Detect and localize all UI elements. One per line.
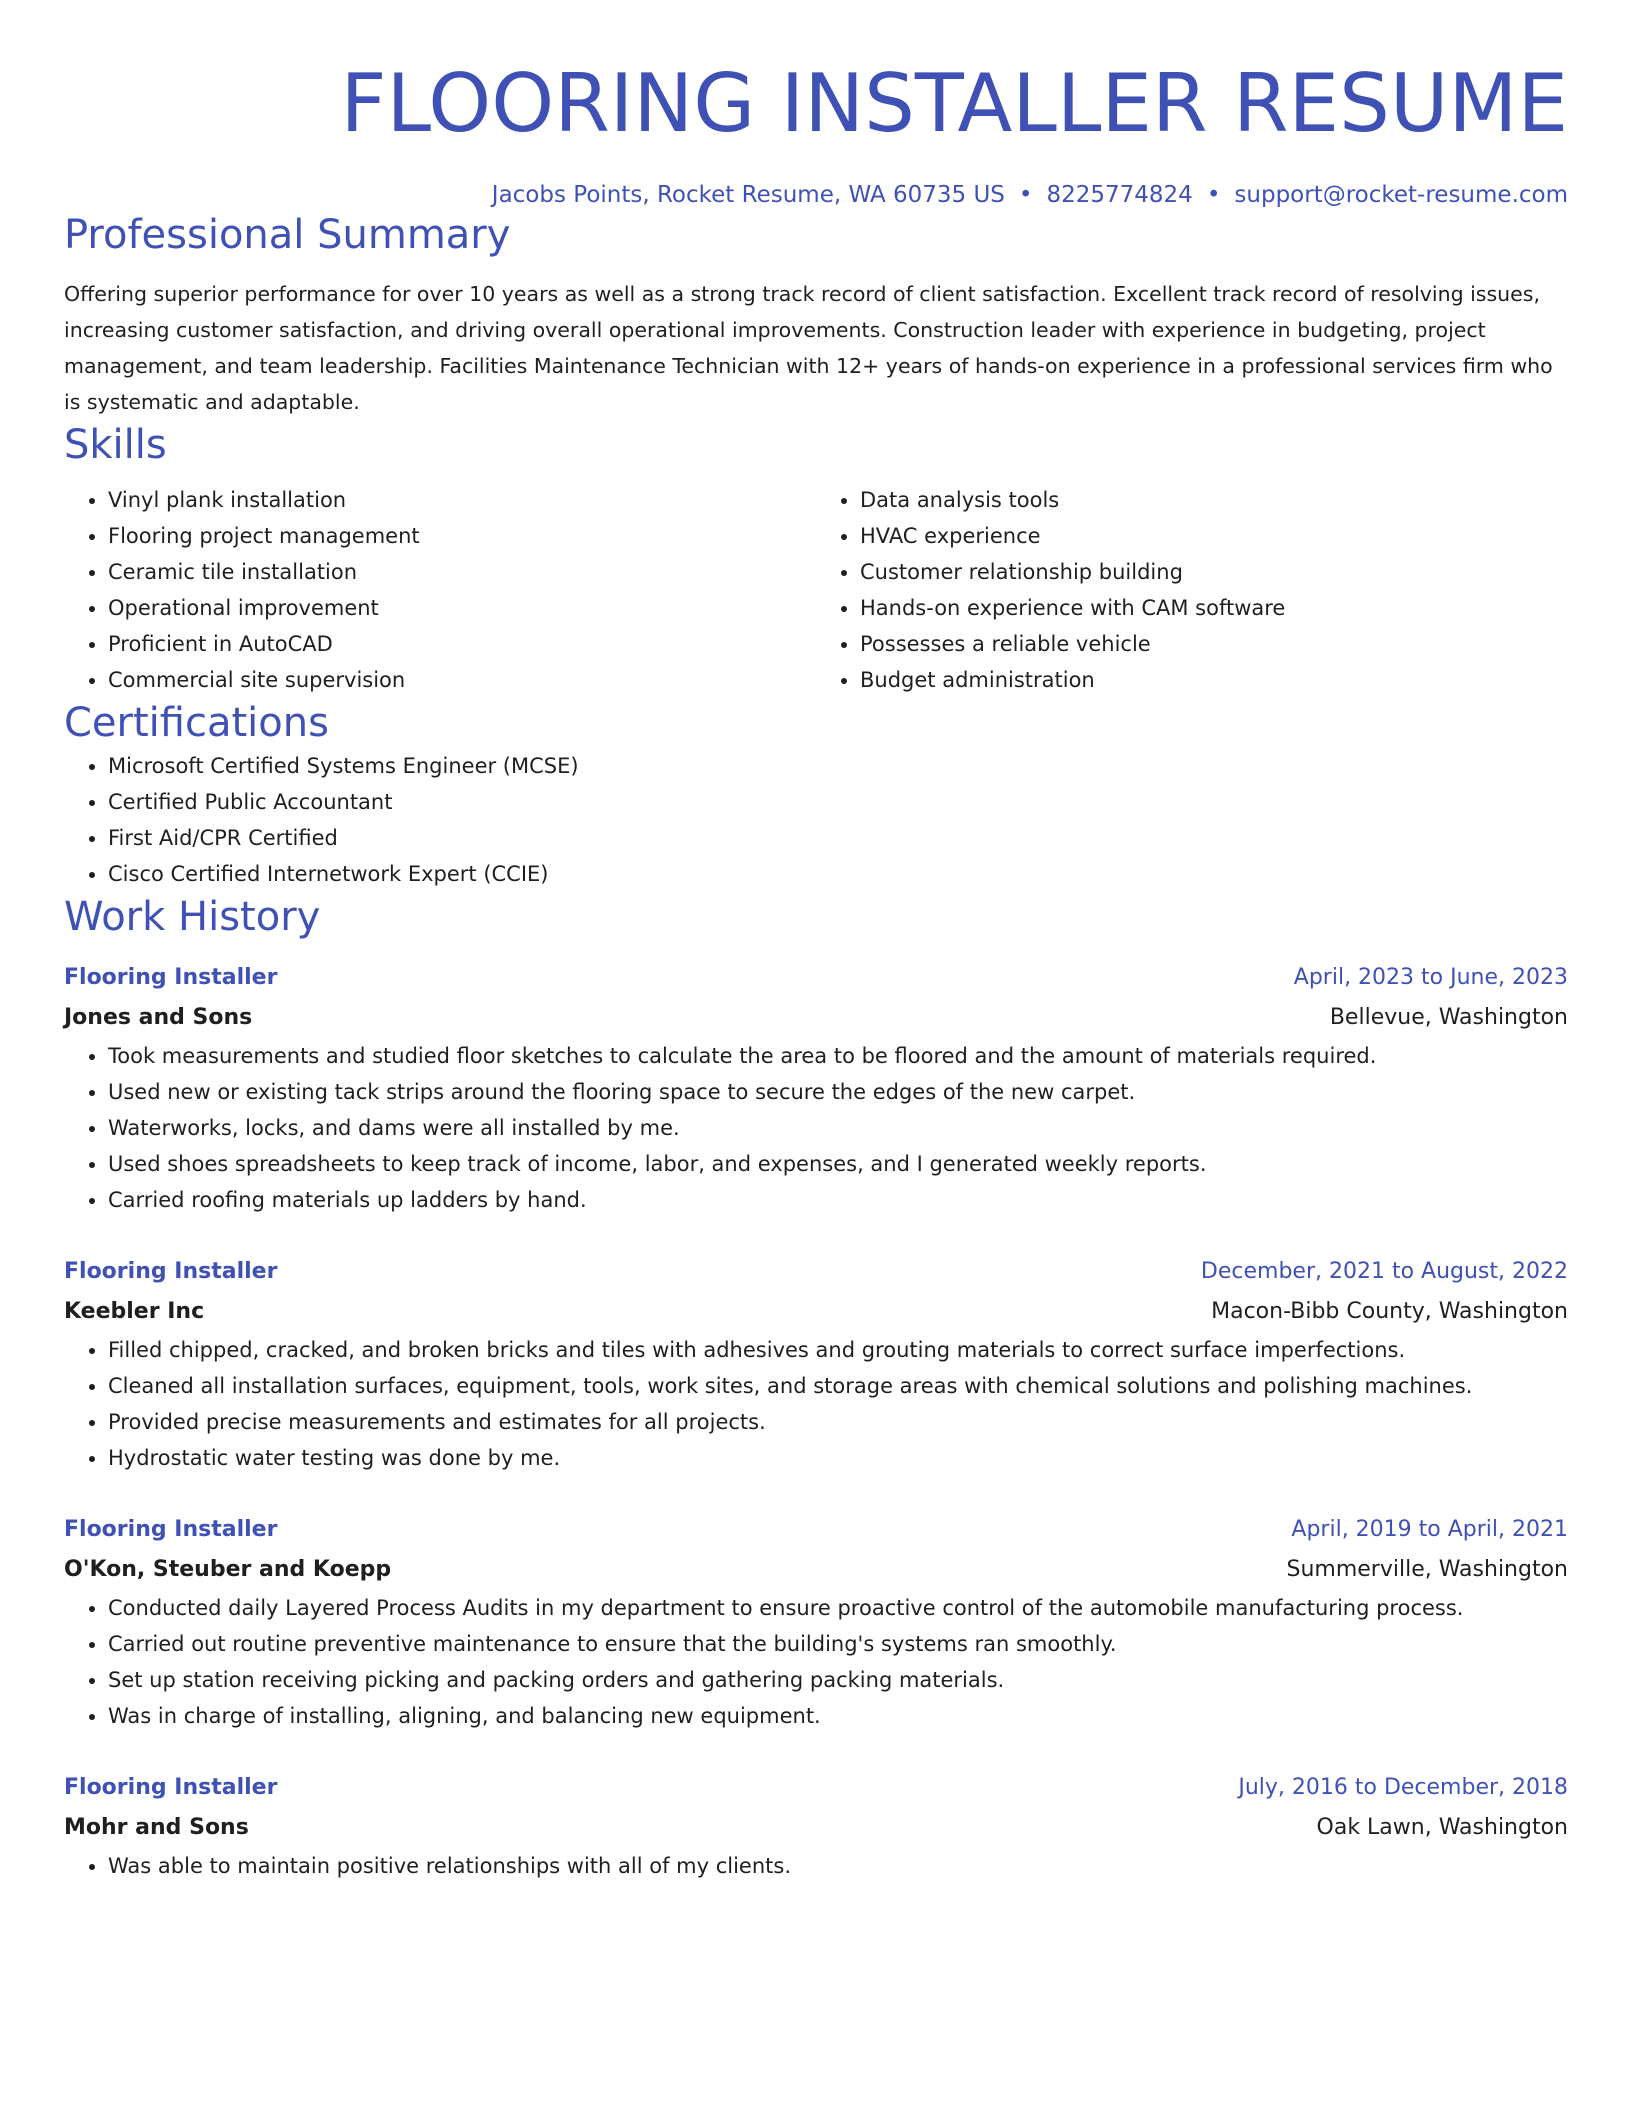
job-dates: April, 2023 to June, 2023 [1293,965,1568,990]
job-duty: • Filled chipped, cracked, and broken bricks and tiles with adhesives and grouting materials to correct surface imperfections. [108,1332,1568,1368]
certifications-list [64,748,1568,892]
job-location: Macon-Bibb County, Washington [1211,1299,1568,1324]
job-duty: • Set up station receiving picking and packing orders and gathering packing materials. [108,1662,1568,1698]
job-duty: • Hydrostatic water testing was done by me. [108,1440,1568,1476]
skills-heading: Skills [64,422,167,468]
skills-list-right [816,482,1568,698]
job-company-row [64,998,1568,1038]
skill-item: • Possesses a reliable vehicle [860,626,1568,662]
skill-item: • Budget administration [860,662,1568,698]
skill-item: • HVAC experience [860,518,1568,554]
job-duty: • Conducted daily Layered Process Audits in my department to ensure proactive control of the automobile manufacturing process. [108,1590,1568,1626]
job-duty: • Carried out routine preventive maintenance to ensure that the building's systems ran smoothly. [108,1626,1568,1662]
job-company: O'Kon, Steuber and Koepp [64,1557,392,1582]
job-duty: • Was able to maintain positive relationships with all of my clients. [108,1848,1568,1884]
job-company: Keebler Inc [64,1299,205,1324]
job-title: Flooring Installer [64,1517,278,1542]
contact-separator: • [1206,182,1221,208]
job-duties-list [64,1332,1568,1476]
job-duty: • Used shoes spreadsheets to keep track of income, labor, and expenses, and I generated weekly reports. [108,1146,1568,1182]
job-location: Summerville, Washington [1286,1557,1568,1582]
certification-item: • Certified Public Accountant [108,784,1568,820]
job-company-row [64,1808,1568,1848]
skills-grid [64,482,1568,698]
work-history-heading: Work History [64,894,321,940]
job-company-row [64,1550,1568,1590]
job-duty: • Provided precise measurements and estimates for all projects. [108,1404,1568,1440]
job-duty: • Carried roofing materials up ladders by hand. [108,1182,1568,1218]
skill-item: • Vinyl plank installation [108,482,816,518]
job-duties-list [64,1590,1568,1734]
job-duty: • Took measurements and studied floor sketches to calculate the area to be floored and the amount of materials required. [108,1038,1568,1074]
contact-separator: • [1018,182,1033,208]
job-header-row [64,1768,1568,1808]
job-dates: July, 2016 to December, 2018 [1238,1775,1568,1800]
contact-address: Jacobs Points, Rocket Resume, WA 60735 US [491,182,1005,208]
job-title: Flooring Installer [64,965,278,990]
job-title: Flooring Installer [64,1259,278,1284]
skill-item: • Commercial site supervision [108,662,816,698]
job-company: Jones and Sons [64,1005,253,1030]
job-duties-list [64,1848,1568,1884]
skill-item: • Customer relationship building [860,554,1568,590]
contact-email: support@rocket-resume.com [1234,182,1568,208]
job-dates: April, 2019 to April, 2021 [1291,1517,1568,1542]
job-header-row [64,1252,1568,1292]
job-location: Oak Lawn, Washington [1316,1815,1568,1840]
skill-item: • Hands-on experience with CAM software [860,590,1568,626]
job-entry [64,1768,1568,1884]
certification-item: • First Aid/CPR Certified [108,820,1568,856]
skills-list-left [64,482,816,698]
job-entry [64,1510,1568,1734]
certification-item: • Microsoft Certified Systems Engineer (MCSE) [108,748,1568,784]
resume-page [64,0,1568,1884]
job-company-row [64,1292,1568,1332]
job-duty: • Used new or existing tack strips around the flooring space to secure the edges of the new carpet. [108,1074,1568,1110]
job-title: Flooring Installer [64,1775,278,1800]
job-entry [64,1252,1568,1476]
job-duty: • Cleaned all installation surfaces, equipment, tools, work sites, and storage areas with chemical solutions and polishing machines. [108,1368,1568,1404]
job-company: Mohr and Sons [64,1815,249,1840]
skill-item: • Operational improvement [108,590,816,626]
summary-heading: Professional Summary [64,212,511,258]
skill-item: • Ceramic tile installation [108,554,816,590]
certification-item: • Cisco Certified Internetwork Expert (CCIE) [108,856,1568,892]
contact-phone: 8225774824 [1046,182,1193,208]
skill-item: • Data analysis tools [860,482,1568,518]
job-header-row [64,1510,1568,1550]
resume-title: FLOORING INSTALLER RESUME [340,57,1568,150]
job-duty: • Was in charge of installing, aligning, and balancing new equipment. [108,1698,1568,1734]
job-header-row [64,958,1568,998]
certifications-heading: Certifications [64,700,329,746]
job-dates: December, 2021 to August, 2022 [1200,1259,1568,1284]
job-location: Bellevue, Washington [1329,1005,1568,1030]
contact-line [64,180,1568,210]
skill-item: • Proficient in AutoCAD [108,626,816,662]
job-duty: • Waterworks, locks, and dams were all installed by me. [108,1110,1568,1146]
skill-item: • Flooring project management [108,518,816,554]
summary-text: Offering superior performance for over 10 years as well as a strong track record of client satisfaction. Excellent track record of resolving issues, increasing customer satisfaction, and driving overall operational improvements. Construction leader with experience in budgeting, project management, and team leadership. Facilities Maintenance Technician with 12+ years of hands-on experience in a professional services firm who is systematic and adaptable. [64,282,1553,414]
job-duties-list [64,1038,1568,1218]
job-entry [64,958,1568,1218]
